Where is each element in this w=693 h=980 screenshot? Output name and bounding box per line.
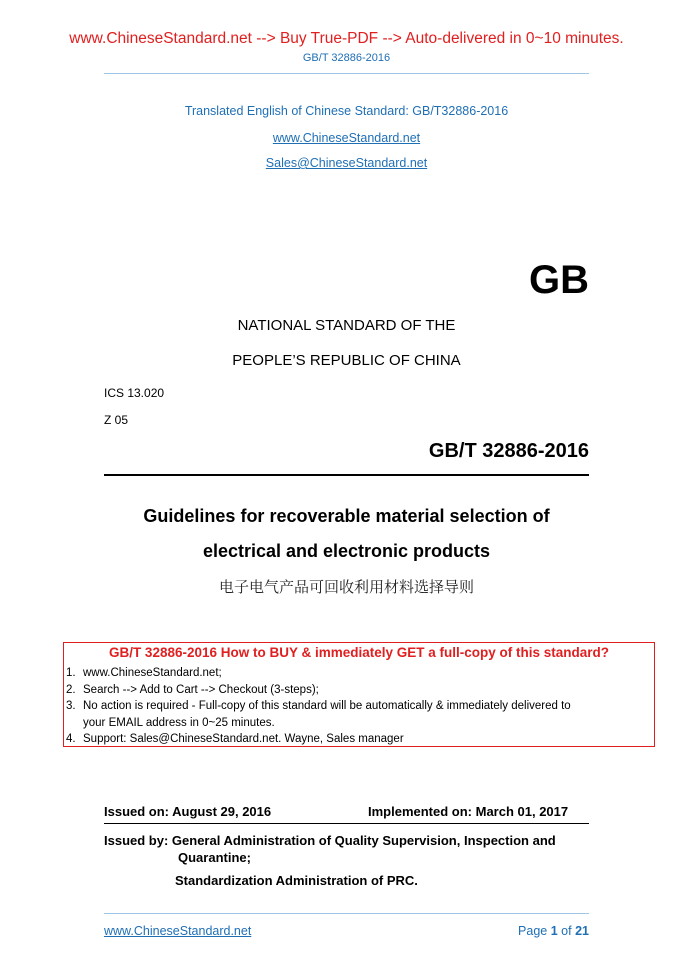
footer-website-link[interactable]: www.ChineseStandard.net	[104, 924, 252, 938]
issuer-line-1: Issued by: General Administration of Quality Supervision, Inspection and	[104, 833, 556, 848]
buy-step: 3. No action is required - Full-copy of this standard will be automatically & immediately delivered to	[66, 700, 571, 712]
title-cn: 电子电气产品可回收利用材料选择导则	[218, 578, 474, 596]
issuer-line-3: Standardization Administration of PRC.	[175, 873, 418, 888]
ccs-code: Z 05	[104, 413, 129, 427]
top-banner[interactable]: www.ChineseStandard.net --> Buy True-PDF --> Auto-delivered in 0~10 minutes.	[69, 30, 624, 47]
ics-code: ICS 13.020	[104, 386, 165, 400]
buy-box	[63, 642, 655, 747]
buy-step: 2. Search --> Add to Cart --> Checkout (3-steps);	[66, 683, 319, 696]
buy-steps-list	[66, 665, 571, 748]
issuer-line-2: Quarantine;	[178, 850, 251, 865]
buy-box-title[interactable]: GB/T 32886-2016 How to BUY & immediately GET a full-copy of this standard?	[108, 645, 610, 660]
header-divider	[104, 73, 589, 74]
translation-note: Translated English of Chinese Standard: GB/T32886-2016	[184, 104, 509, 118]
page-indicator: Page 1 of 21	[518, 924, 589, 938]
issuer-block	[104, 832, 556, 866]
gb-mark: GB	[529, 258, 589, 302]
email-link[interactable]: Sales@ChineseStandard.net	[265, 156, 428, 170]
header-standard-code: GB/T 32886-2016	[302, 52, 391, 64]
issued-date: Issued on: August 29, 2016	[104, 804, 272, 819]
national-standard-line: NATIONAL STANDARD OF THE	[237, 317, 456, 334]
title-en-line-2: electrical and electronic products	[202, 541, 491, 561]
footer-divider	[104, 913, 589, 914]
buy-step: 1. www.ChineseStandard.net;	[66, 667, 222, 679]
standard-divider	[104, 474, 589, 476]
website-link[interactable]: www.ChineseStandard.net	[272, 131, 421, 145]
dates-divider	[104, 823, 589, 824]
prc-line: PEOPLE’S REPUBLIC OF CHINA	[232, 352, 461, 369]
buy-step: 4. Support: Sales@ChineseStandard.net. Wayne, Sales manager	[66, 733, 404, 745]
implemented-date: Implemented on: March 01, 2017	[368, 804, 569, 819]
title-en-line-1: Guidelines for recoverable material selection of	[143, 506, 550, 526]
buy-step-continued: your EMAIL address in 0~25 minutes.	[83, 716, 275, 729]
standard-number: GB/T 32886-2016	[428, 440, 589, 462]
